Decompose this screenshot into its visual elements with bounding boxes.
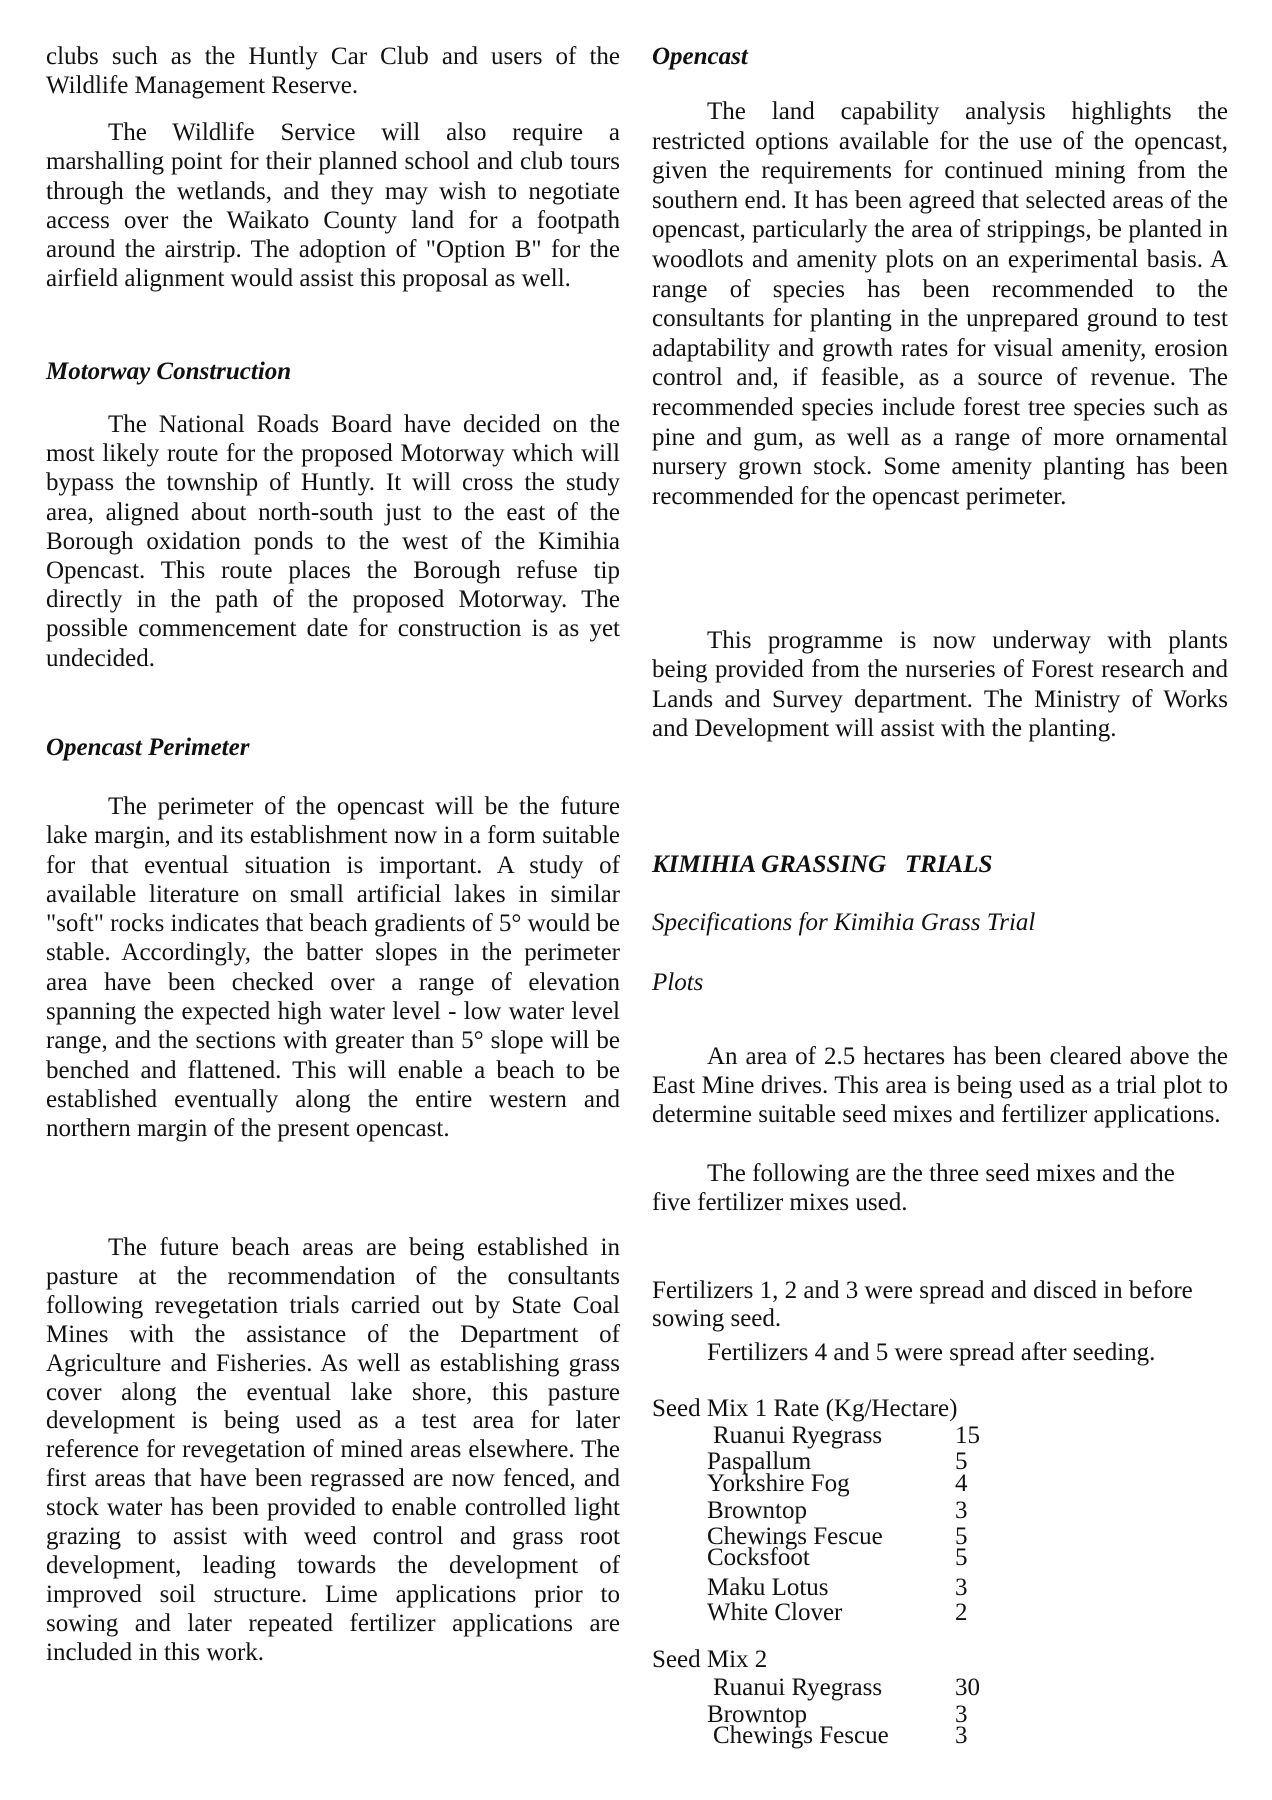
heading-opencast-perimeter: Opencast Perimeter bbox=[46, 734, 250, 761]
paragraph-wildlife-service: The Wildlife Service will also require a marshalling point for their planned school and club tours through the wetlands, and they may wish to negotiate access over the Waikato County land for a footpath around the airstrip. The adoption of "Option B" for the airfield alignment would assist this proposal as well. bbox=[46, 119, 620, 293]
heading-motorway-construction: Motorway Construction bbox=[46, 358, 292, 385]
species-name: Ruanui Ryegrass bbox=[713, 1674, 883, 1701]
species-rate: 3 bbox=[955, 1497, 968, 1524]
species-name: Chewings Fescue bbox=[707, 1523, 883, 1550]
species-rate: 4 bbox=[955, 1470, 968, 1497]
paragraph-seed-mixes-intro: The following are the three seed mixes and the five fertilizer mixes used. bbox=[652, 1160, 1175, 1217]
species-rate: 15 bbox=[955, 1422, 980, 1449]
species-name: Browntop bbox=[707, 1497, 807, 1524]
heading-opencast: Opencast bbox=[652, 43, 748, 70]
species-rate: 5 bbox=[955, 1523, 968, 1550]
paragraph-programme: This programme is now underway with plants being provided from the nurseries of Forest research and Lands and Survey department. The Ministry of Works and Development will assist with the planting. bbox=[652, 627, 1228, 742]
species-rate: 3 bbox=[955, 1701, 968, 1728]
species-name: Ruanui Ryegrass bbox=[713, 1422, 883, 1449]
subheading-plots: Plots bbox=[652, 969, 704, 996]
paragraph-land-capability: The land capability analysis highlights the restricted options available for the use of the opencast, given the requirements for continued mining from the southern end. It has been agreed that selected areas of the opencast, particularly the area of strippings, be planted in woodlots and amenity plots on an experimental basis. A range of species has been recommended to the consultants for planting in the unprepared ground to test adaptability and growth rates for visual amenity, erosion control and, if feasible, as a source of revenue. The recommended species include forest tree species such as pine and gum, as well as a range of more ornamental nursery grown stock. Some amenity planting has been recommended for the opencast perimeter. bbox=[652, 98, 1228, 510]
species-rate: 5 bbox=[955, 1544, 968, 1571]
seed-mix-1-title: Seed Mix 1 Rate (Kg/Hectare) bbox=[652, 1395, 958, 1422]
subheading-specifications: Specifications for Kimihia Grass Trial bbox=[652, 909, 1036, 936]
species-rate: 5 bbox=[955, 1448, 968, 1475]
paragraph-motorway: The National Roads Board have decided on the most likely route for the proposed Motorway which will bypass the township of Huntly. It will cross the study area, aligned about north-south just to the east of the Borough oxidation ponds to the west of the Kimihia Opencast. This route places the Borough refuse tip directly in the path of the proposed Motorway. The possible commencement date for construction is as yet undecided. bbox=[46, 411, 620, 672]
heading-kimihia-grassing-trials: KIMIHIA GRASSING TRIALS bbox=[652, 851, 993, 878]
species-rate: 3 bbox=[955, 1574, 968, 1601]
paragraph-trial-area: An area of 2.5 hectares has been cleared above the East Mine drives. This area is being used as a trial plot to determine suitable seed mixes and fertilizer applications. bbox=[652, 1043, 1228, 1129]
species-name: White Clover bbox=[707, 1599, 843, 1626]
seed-mix-2-title: Seed Mix 2 bbox=[652, 1646, 768, 1673]
paragraph-perimeter: The perimeter of the opencast will be the future lake margin, and its establishment now in a form suitable for that eventual situation is important. A study of available literature on small artificial lakes in similar "soft" rocks indicates that beach gradients of 5° would be stable. Accordingly, the batter slopes in the perimeter area have been checked over a range of elevation spanning the expected high water level - low water level range, and the sections with greater than 5° slope will be benched and flattened. This will enable a beach to be established eventually along the entire western and northern margin of the present opencast. bbox=[46, 793, 620, 1143]
species-rate: 3 bbox=[955, 1722, 968, 1749]
species-rate: 30 bbox=[955, 1674, 980, 1701]
species-name: Yorkshire Fog bbox=[707, 1470, 850, 1497]
paragraph-fertilizers-after: Fertilizers 4 and 5 were spread after seeding. bbox=[707, 1339, 1156, 1366]
species-name: Cocksfoot bbox=[707, 1544, 810, 1571]
paragraph-clubs: clubs such as the Huntly Car Club and users of the Wildlife Management Reserve. bbox=[46, 43, 620, 100]
species-name: Paspallum bbox=[707, 1448, 812, 1475]
species-name: Maku Lotus bbox=[707, 1574, 829, 1601]
species-rate: 2 bbox=[955, 1599, 968, 1626]
species-name: Chewings Fescue bbox=[713, 1722, 889, 1749]
paragraph-future-beach: The future beach areas are being established in pasture at the recommendation of the consultants following revegetation trials carried out by State Coal Mines with the assistance of the Department of Agriculture and Fisheries. As well as establishing grass cover along the eventual lake shore, this pasture development is being used as a test area for later reference for revegetation of mined areas elsewhere. The first areas that have been regrassed are now fenced, and stock water has been provided to enable controlled light grazing to assist with weed control and grass root development, leading towards the development of improved soil structure. Lime applications prior to sowing and later repeated fertilizer applications are included in this work. bbox=[46, 1234, 620, 1666]
species-name: Browntop bbox=[707, 1701, 807, 1728]
paragraph-fertilizers-before: Fertilizers 1, 2 and 3 were spread and disced in before sowing seed. bbox=[652, 1277, 1193, 1332]
